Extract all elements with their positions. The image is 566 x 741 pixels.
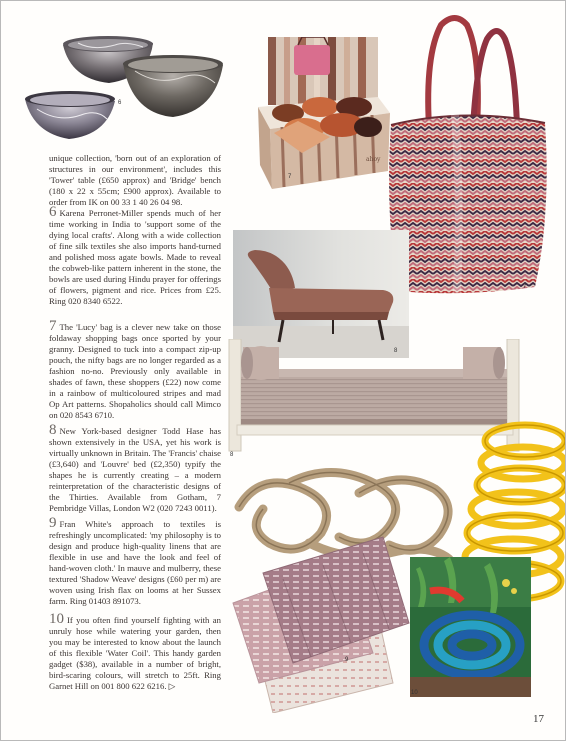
caption-bowls: 6 — [118, 100, 122, 106]
caption-linens: 9 — [345, 657, 349, 663]
paragraph-text: If you often find yourself fighting with an unruly hose while watering your garden, then you may be interested to know about the launch of this flexible 'Water Coil'. This handy garden gadget ($38), available in a number of bright, bird-scaring colours, will stretch to 25ft. Ring Garnet Hill on 001 800 622 6216. ▷ — [49, 615, 221, 692]
garden-hose-photo — [410, 557, 531, 697]
item-number: 9 — [49, 515, 57, 531]
item-number: 10 — [49, 611, 64, 627]
caption-bed: 8 — [230, 452, 234, 458]
paragraph-text: unique collection, 'born out of an exploration of structures in our environment', includes this 'Tower' table (£650 approx) and 'Bridge' bench (180 x 22 x 55cm; £900 approx). Available to order from IK on 00 33 1 40 26 04 98. — [49, 153, 221, 208]
paragraph-7 — [49, 318, 221, 421]
caption-tote: 7 — [523, 284, 527, 290]
paragraph-continued — [49, 153, 221, 208]
paragraph-text: New York-based designer Todd Hase has shown extensively in the USA, yet his work is virtually unknown in Britain. The 'Francis' chaise (£3,640) and 'Louvre' bed (£2,350) typify the shapes he is currently creating – a modern reinterpretation of the characteristic designs of the Thirties. Available from Gotham, 7 Pembridge Villas, London W2 (020 7243 0011). — [49, 426, 221, 514]
paragraph-6 — [49, 204, 221, 307]
caption-chaise: 8 — [394, 348, 398, 354]
tote-bag-photo — [385, 15, 553, 297]
paragraph-8 — [49, 422, 221, 514]
item-number: 7 — [49, 318, 57, 334]
paragraph-10 — [49, 611, 221, 692]
paragraph-text: Fran White's approach to textiles is refreshingly uncomplicated: 'my philosophy is to design and produce high-quality linens that are flexible in use and have the look and feel of hand-woven cloth.' In mauve and mulberry, these textured 'Shadow Weave' designs (£60 per m) are woven using Irish flax on looms at her Sussex farm. Ring 01403 891073. — [49, 519, 221, 607]
caption-pouches: 7 — [288, 174, 292, 180]
paragraph-text: The 'Lucy' bag is a clever new take on those foldaway shopping bags once sported by your granny. Designed to tuck into a compact zip-up pouch, the nifty bags are no longer regarded as a fashion no-no. Previously only available in shades of fawn, these shoppers (£22) now come in a rainbow of multicoloured stripes and mad Op Art patterns. Shopaholics should call Mimco on 020 8543 6710. — [49, 322, 221, 421]
agate-bowls-photo — [23, 31, 228, 149]
page-number: 17 — [533, 713, 544, 725]
item-number: 8 — [49, 422, 57, 438]
caption-hose: 10 — [411, 690, 418, 696]
pouches-box-photo — [258, 37, 390, 189]
svg-text:ahoy: ahoy — [366, 156, 381, 163]
paragraph-9 — [49, 515, 221, 607]
shadow-weave-linens-photo — [223, 533, 419, 713]
item-number: 6 — [49, 204, 57, 220]
paragraph-text: Karena Perronet-Miller spends much of her time working in India to 'support some of the dying local crafts'. Along with a wide collection of fine silk textiles she also imports hand-turned and polished moss agate bowls. Made to reveal the cobweb-like pattern inherent in the stone, the bowls are used during Hindu prayer for offerings of flowers, pigment and rice. Prices from £25. Ring 020 8340 6522. — [49, 208, 221, 307]
